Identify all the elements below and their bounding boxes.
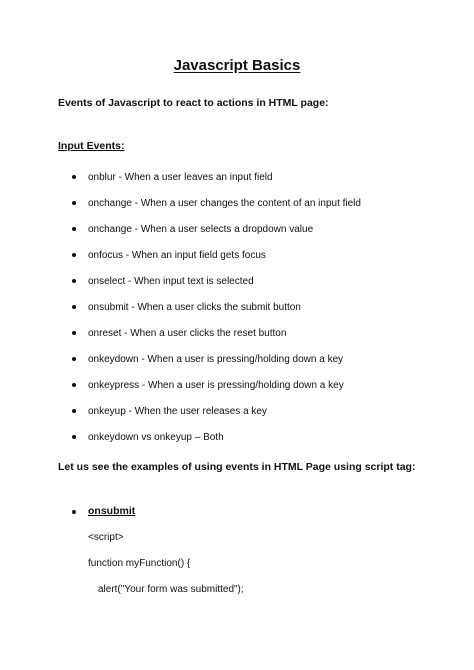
page-title: Javascript Basics bbox=[173, 57, 301, 74]
list-item-text: onsubmit - When a user clicks the submit button bbox=[88, 302, 301, 313]
list-item-text: onchange - When a user changes the content of an input field bbox=[88, 198, 361, 209]
bullet-icon bbox=[72, 227, 76, 231]
code-line: function myFunction() { bbox=[88, 558, 191, 569]
bullet-icon bbox=[72, 279, 76, 283]
bullet-icon bbox=[72, 305, 76, 309]
list-item-text: onkeypress - When a user is pressing/holding down a key bbox=[88, 380, 344, 391]
bullet-icon bbox=[72, 331, 76, 335]
intro-text: Events of Javascript to react to actions in HTML page: bbox=[58, 97, 329, 109]
bullet-icon bbox=[72, 435, 76, 439]
list-item-text: onkeyup - When the user releases a key bbox=[88, 406, 267, 417]
list-item-text: onkeydown - When a user is pressing/holding down a key bbox=[88, 354, 344, 365]
bullet-icon bbox=[72, 357, 76, 361]
list-item-text: onselect - When input text is selected bbox=[88, 276, 254, 287]
bullet-icon bbox=[72, 175, 76, 179]
list-item-text: onreset - When a user clicks the reset button bbox=[88, 328, 287, 339]
example-list-item bbox=[58, 505, 458, 531]
example-label: onsubmit bbox=[88, 505, 136, 517]
list-item-text: onblur - When a user leaves an input field bbox=[88, 172, 273, 183]
examples-heading: Let us see the examples of using events in HTML Page using script tag: bbox=[58, 461, 416, 473]
list-item-text: onfocus - When an input field gets focus bbox=[88, 250, 266, 261]
bullet-icon bbox=[72, 409, 76, 413]
bullet-icon bbox=[72, 253, 76, 257]
input-events-heading: Input Events: bbox=[58, 140, 125, 152]
bullet-icon bbox=[72, 510, 76, 514]
list-item-text: onchange - When a user selects a dropdown value bbox=[88, 224, 314, 235]
example-onsubmit bbox=[58, 505, 458, 609]
list-item-text: onkeydown vs onkeyup – Both bbox=[88, 432, 224, 443]
bullet-icon bbox=[72, 383, 76, 387]
code-line: alert("Your form was submitted"); bbox=[98, 584, 244, 595]
bullet-icon bbox=[72, 201, 76, 205]
code-line: <script> bbox=[88, 532, 124, 543]
